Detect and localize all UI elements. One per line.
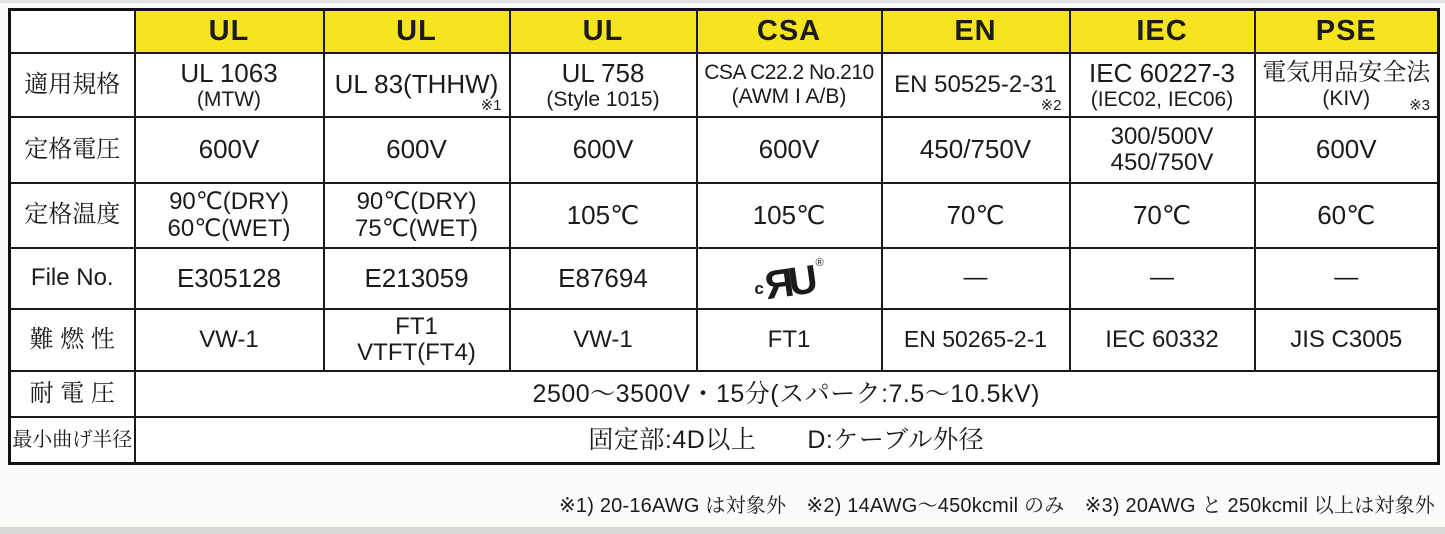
cell-withstand-value: 2500〜3500V・15分(スパーク:7.5〜10.5kV): [135, 371, 1439, 417]
column-header-pse: PSE: [1255, 10, 1439, 54]
std-ul1-sub: (MTW): [196, 87, 262, 111]
footnote-ref-1: ※1: [480, 97, 502, 114]
cell-std-en: [882, 53, 1070, 117]
cell-voltage-ul1: 600V: [135, 117, 324, 183]
cell-voltage-pse: 600V: [1255, 117, 1439, 183]
std-ul3-sub: (Style 1015): [546, 87, 660, 111]
row-label-flame: 難 燃 性: [10, 309, 135, 371]
std-iec-sub: (IEC02, IEC06): [1090, 87, 1234, 111]
cell-flame-pse: JIS C3005: [1255, 309, 1439, 371]
cell-flame-csa: FT1: [697, 309, 882, 371]
corner-cell: [10, 10, 135, 54]
column-header-csa: CSA: [697, 10, 882, 54]
cell-voltage-csa: 600V: [697, 117, 882, 183]
cul-mark-c: c: [754, 279, 764, 299]
footnote-ref-2: ※2: [1040, 97, 1062, 114]
cell-temp-csa: 105℃: [697, 183, 882, 248]
cell-temp-ul2: [324, 183, 510, 248]
cell-voltage-ul2: 600V: [324, 117, 510, 183]
row-label-file-no: File No.: [10, 248, 135, 309]
cell-voltage-en: 450/750V: [882, 117, 1070, 183]
cell-temp-ul1: [135, 183, 324, 248]
cell-std-pse: [1255, 53, 1439, 117]
cell-voltage-iec: [1070, 117, 1255, 183]
row-label-voltage: 定格電圧: [10, 117, 135, 183]
cell-file-csa: [697, 248, 882, 309]
temp-ul2-line2: 75℃(WET): [355, 214, 478, 242]
std-csa-sub: (AWM I A/B): [731, 85, 847, 108]
cell-flame-ul1: VW-1: [135, 309, 324, 371]
flame-ul2-line2: VTFT(FT4): [357, 339, 476, 366]
row-min-bend-radius: [10, 417, 1439, 464]
cell-voltage-ul3: 600V: [510, 117, 697, 183]
row-label-temperature: 定格温度: [10, 183, 135, 248]
std-ul3-main: UL 758: [561, 57, 645, 88]
cell-std-iec: [1070, 53, 1255, 117]
cell-flame-en: EN 50265-2-1: [882, 309, 1070, 371]
std-csa-main: CSA C22.2 No.210: [704, 61, 874, 85]
cell-flame-ul3: VW-1: [510, 309, 697, 371]
row-file-number: [10, 248, 1439, 309]
cul-recognized-component-mark-icon: [754, 256, 824, 308]
cell-temp-ul3: 105℃: [510, 183, 697, 248]
cell-std-csa: [697, 53, 882, 117]
cul-mark-monogram: ЯU: [762, 257, 816, 308]
voltage-iec-line1: 300/500V: [1110, 122, 1214, 150]
cell-file-iec: —: [1070, 248, 1255, 309]
cell-std-ul1: [135, 53, 324, 117]
row-applicable-standards: [10, 53, 1439, 117]
std-en-main: EN 50525-2-31: [894, 70, 1057, 98]
column-header-ul-2: UL: [324, 10, 510, 54]
flame-ul2-line1: FT1: [395, 312, 438, 340]
scan-edge-bottom: [0, 527, 1445, 534]
cell-file-ul3: E87694: [510, 248, 697, 309]
cell-file-ul2: E213059: [324, 248, 510, 309]
row-label-standards: 適用規格: [10, 53, 135, 117]
cell-file-pse: —: [1255, 248, 1439, 309]
scan-edge-top: [0, 0, 1445, 3]
row-label-withstand: 耐 電 圧: [10, 371, 135, 417]
footnote-ref-3: ※3: [1409, 97, 1430, 114]
cell-file-en: —: [882, 248, 1070, 309]
temp-ul2-line1: 90℃(DRY): [356, 188, 477, 216]
row-flame-resistance: [10, 309, 1439, 371]
row-rated-temperature: [10, 183, 1439, 248]
std-pse-sub: (KIV): [1322, 86, 1371, 110]
temp-ul1-line2: 60℃(WET): [167, 214, 291, 242]
cell-std-ul2: [324, 53, 510, 117]
std-ul2-main: UL 83(THHW): [334, 69, 499, 100]
cell-file-ul1: E305128: [135, 248, 324, 309]
std-pse-main: 電気用品安全法: [1262, 58, 1431, 86]
standards-table: [8, 8, 1440, 465]
cell-flame-ul2: [324, 309, 510, 371]
row-label-bend-radius: 最小曲げ半径: [10, 417, 135, 464]
row-withstand-voltage: [10, 371, 1439, 417]
cell-temp-pse: 60℃: [1255, 183, 1439, 248]
cell-bend-radius-value: 固定部:4D以上 D:ケーブル外径: [135, 417, 1439, 464]
registered-symbol: ®: [815, 256, 824, 269]
cell-flame-iec: IEC 60332: [1070, 309, 1255, 371]
std-iec-main: IEC 60227-3: [1089, 57, 1235, 88]
cell-temp-iec: 70℃: [1070, 183, 1255, 248]
column-header-ul-3: UL: [510, 10, 697, 54]
table-header-row: [10, 10, 1439, 54]
column-header-ul-1: UL: [135, 10, 324, 54]
cell-std-ul3: [510, 53, 697, 117]
cell-temp-en: 70℃: [882, 183, 1070, 248]
temp-ul1-line1: 90℃(DRY): [169, 188, 289, 216]
voltage-iec-line2: 450/750V: [1110, 149, 1214, 176]
row-rated-voltage: [10, 117, 1439, 183]
column-header-en: EN: [882, 10, 1070, 54]
column-header-iec: IEC: [1070, 10, 1255, 54]
footnotes: ※1) 20-16AWG は対象外 ※2) 14AWG〜450kcmil のみ ※3) 20AWG と 250kcmil 以上は対象外: [558, 495, 1435, 517]
std-ul1-main: UL 1063: [180, 57, 278, 88]
